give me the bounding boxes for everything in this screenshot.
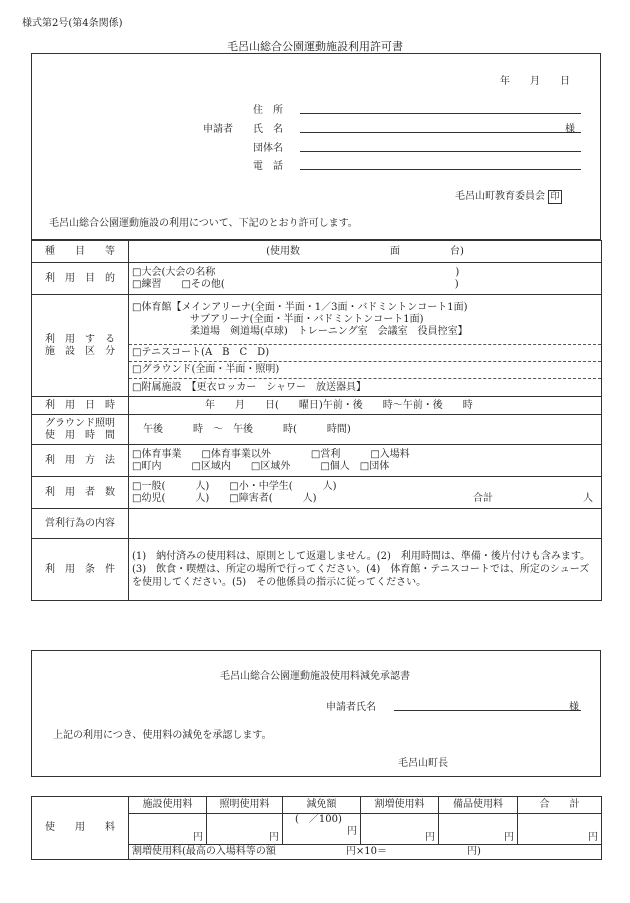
date-value[interactable]: 年 月 日( 曜日)午前・後 時〜午前・後 時 (129, 397, 602, 415)
table-row (32, 263, 602, 295)
table-row (32, 477, 602, 509)
users-line1[interactable]: □一般( 人) □小・中学生( 人) (132, 480, 337, 492)
table-row (32, 539, 602, 601)
fee-header-row (32, 797, 602, 814)
reduction-honorific: 様 (569, 702, 579, 713)
lighting-label (32, 415, 129, 445)
permit-sentence: 毛呂山総合公園運動施設の利用について、下記のとおり許可します。 (49, 218, 358, 229)
phone-field[interactable] (300, 169, 581, 170)
lighting-value[interactable]: 午後 時 〜 午後 時( 時間) (129, 415, 602, 445)
table-row (32, 445, 602, 477)
method-line2[interactable]: □町内 □区域内 □区域外 □個人 □団体 (132, 460, 390, 472)
fee-equipment-value[interactable]: 円 (439, 814, 518, 845)
fee-header-reduction: 減免額 (283, 797, 361, 814)
fee-table (31, 796, 602, 860)
reduction-sentence: 上記の利用につき、使用料の減免を承認します。 (53, 730, 272, 741)
users-line2-text[interactable]: □幼児( 人) □障害者( 人) (132, 492, 317, 504)
fee-reduction-unit: 円 (347, 826, 357, 837)
facility-label-line1: 利 用 す る (45, 333, 115, 345)
group-label: 団体名 (253, 143, 283, 154)
lighting-label-line1: グラウンド照明 (45, 417, 115, 429)
name-field[interactable] (300, 132, 581, 133)
fee-total-value[interactable]: 円 (518, 814, 602, 845)
purpose-label: 利 用 目 的 (32, 263, 129, 295)
fee-header-lighting: 照明使用料 (207, 797, 283, 814)
lighting-label-line2: 使 用 時 間 (45, 429, 115, 441)
facility-gym-line3: 柔道場 剣道場(卓球) トレーニング室 会議室 役員控室】 (190, 325, 468, 337)
facility-tennis[interactable]: □テニスコート(A B C D) (129, 345, 602, 362)
facility-gym-line1[interactable]: □体育館【メインアリーナ(全面・半面・1／3面・バドミントンコート1面) (132, 301, 468, 313)
reduction-title: 毛呂山総合公園運動施設使用料減免承認書 (220, 671, 410, 682)
fee-facility-value[interactable]: 円 (129, 814, 207, 845)
address-field[interactable] (300, 113, 581, 114)
users-line2[interactable] (132, 493, 598, 505)
method-label: 利 用 方 法 (32, 445, 129, 477)
table-row (32, 295, 602, 345)
name-label: 氏 名 (253, 124, 283, 135)
reduction-applicant-field[interactable] (394, 710, 581, 711)
purpose-cell[interactable] (129, 263, 602, 295)
type-value[interactable]: (使用数 面 台) (129, 241, 602, 263)
table-row (32, 241, 602, 263)
name-honorific: 様 (565, 124, 575, 135)
type-label: 種 目 等 (32, 241, 129, 263)
table-row (32, 415, 602, 445)
facility-label-line2: 施 設 区 分 (45, 345, 115, 357)
fee-surcharge-value[interactable]: 円 (361, 814, 439, 845)
facility-gym-line2: サブアリーナ(全面・半面・バドミントンコート1面) (190, 313, 424, 325)
users-label: 利 用 者 数 (32, 477, 129, 509)
method-line1[interactable]: □体育事業 □体育事業以外 □営利 □入場料 (132, 448, 410, 460)
method-cell[interactable] (129, 445, 602, 477)
conditions-text: (1) 納付済みの使用料は、原則として返還しません。(2) 利用時間は、準備・後片付けも含みます。(3) 飲食・喫煙は、所定の場所で行ってください。(4) 体育館・テニスコートでは、所定のシューズを使用してください。(5) その他係員の指示に従ってください。 (129, 539, 602, 601)
fee-header-facility: 施設使用料 (129, 797, 207, 814)
facility-ground[interactable]: □グラウンド(全面・半面・照明) (129, 362, 602, 379)
facility-label (32, 295, 129, 397)
users-cell[interactable] (129, 477, 602, 509)
profit-value[interactable] (129, 509, 602, 539)
address-label: 住 所 (253, 105, 283, 116)
issuer-name (455, 187, 562, 204)
reduction-applicant-label: 申請者氏名 (326, 702, 376, 713)
purpose-option-tournament[interactable]: □大会(大会の名称 ) (132, 266, 460, 278)
applicant-label: 申請者 (203, 124, 233, 135)
fee-reduction-value[interactable] (283, 814, 361, 845)
phone-label: 電 話 (253, 161, 283, 172)
page-title: 毛呂山総合公園運動施設利用許可書 (227, 40, 403, 53)
date-label: 利 用 日 時 (32, 397, 129, 415)
conditions-label: 利 用 条 件 (32, 539, 129, 601)
users-total[interactable]: 合計 人 (473, 492, 593, 504)
fee-label: 使 用 料 (32, 797, 129, 860)
fee-reduction-rate[interactable]: ( ／100) (295, 814, 342, 825)
fee-surcharge-line[interactable]: 割増使用料(最高の入場料等の額 円×10＝ 円) (129, 845, 602, 860)
date-line: 年 月 日 (500, 76, 570, 87)
purpose-option-practice[interactable]: □練習 □その他( ) (132, 278, 459, 290)
issuer-text: 毛呂山町教育委員会 (455, 191, 545, 202)
profit-label: 営利行為の内容 (32, 509, 129, 539)
permit-table (31, 240, 602, 601)
table-row (32, 397, 602, 415)
fee-header-equipment: 備品使用料 (439, 797, 518, 814)
fee-header-surcharge: 割増使用料 (361, 797, 439, 814)
fee-header-total: 合 計 (518, 797, 602, 814)
table-row (32, 509, 602, 539)
reduction-signer: 毛呂山町長 (398, 758, 448, 769)
fee-lighting-value[interactable]: 円 (207, 814, 283, 845)
form-number: 様式第2号(第4条関係) (22, 18, 123, 29)
facility-gym[interactable] (129, 295, 602, 345)
facility-annex[interactable]: □附属施設 【更衣ロッカー シャワー 放送器具】 (129, 379, 602, 397)
seal-stamp: 印 (548, 190, 562, 204)
group-field[interactable] (300, 151, 581, 152)
